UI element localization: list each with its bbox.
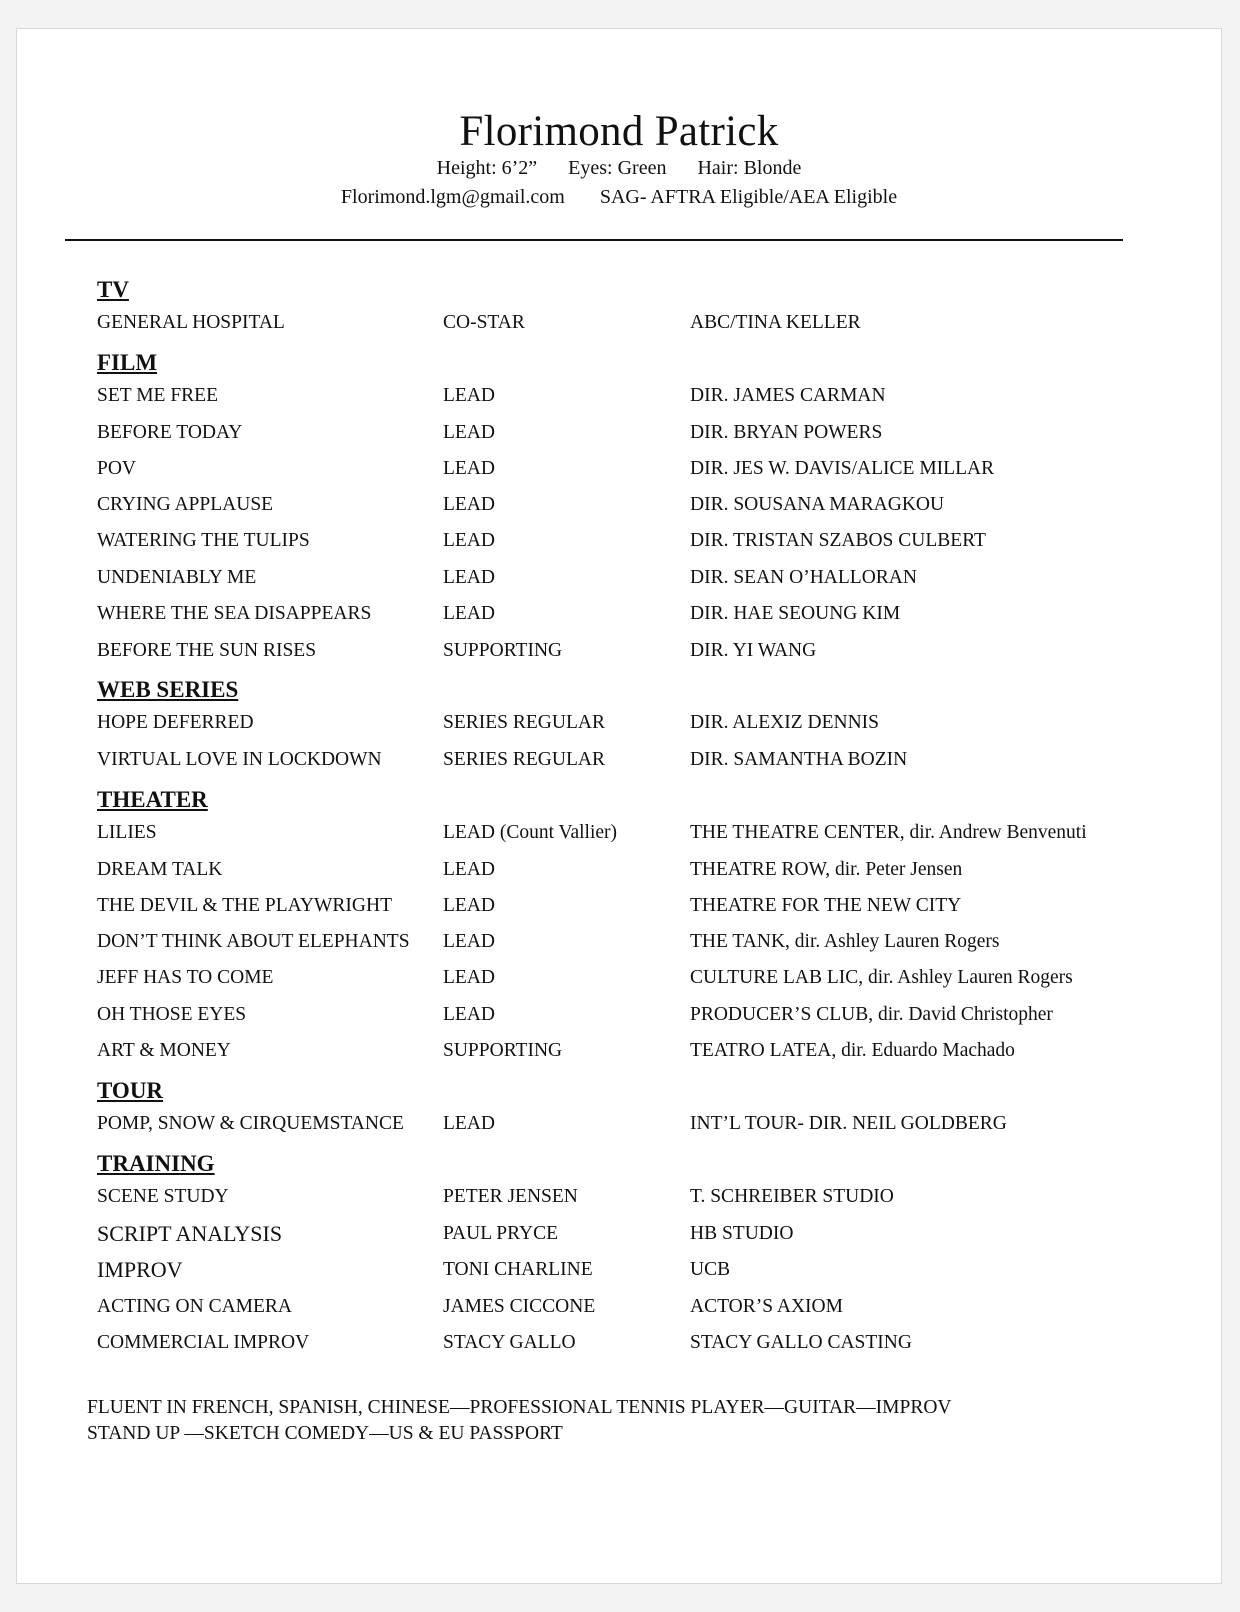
- credit-project: BEFORE TODAY: [97, 422, 243, 443]
- credit-role: SERIES REGULAR: [443, 712, 605, 733]
- credit-role: SUPPORTING: [443, 1040, 563, 1061]
- credit-company: THE TANK, dir. Ashley Lauren Rogers: [690, 931, 1000, 952]
- credit-project: POMP, SNOW & CIRQUEMSTANCE: [97, 1113, 404, 1134]
- section-title-film: FILM: [97, 350, 158, 375]
- credit-row: [97, 1110, 1157, 1138]
- training-row: [97, 1183, 1157, 1211]
- credit-role: LEAD: [443, 603, 495, 624]
- training-subject: COMMERCIAL IMPROV: [97, 1332, 310, 1353]
- section-title-theater: THEATER: [97, 787, 208, 812]
- credit-row: [97, 856, 1157, 884]
- credit-company: DIR. TRISTAN SZABOS CULBERT: [690, 530, 986, 551]
- credit-company: ABC/TINA KELLER: [690, 312, 861, 333]
- training-subject: SCENE STUDY: [97, 1186, 229, 1207]
- credit-row: [97, 1001, 1157, 1029]
- credit-row: [97, 746, 1157, 774]
- credit-row: [97, 1037, 1157, 1065]
- physical-stats: [17, 155, 1221, 181]
- credit-role: LEAD: [443, 458, 495, 479]
- credit-row: [97, 600, 1157, 628]
- credit-row: [97, 491, 1157, 519]
- credit-project: DON’T THINK ABOUT ELEPHANTS: [97, 931, 410, 952]
- contact-line: [17, 184, 1221, 210]
- credit-role: SERIES REGULAR: [443, 749, 605, 770]
- credit-project: THE DEVIL & THE PLAYWRIGHT: [97, 895, 392, 916]
- credit-project: LILIES: [97, 822, 157, 843]
- credit-company: THEATRE ROW, dir. Peter Jensen: [690, 859, 963, 880]
- credit-project: DREAM TALK: [97, 859, 223, 880]
- skills-line: FLUENT IN FRENCH, SPANISH, CHINESE—PROFESSIONAL TENNIS PLAYER—GUITAR—IMPROV: [87, 1397, 952, 1418]
- union-status: SAG- AFTRA Eligible/AEA Eligible: [599, 186, 898, 208]
- credit-project: CRYING APPLAUSE: [97, 494, 274, 515]
- credit-row: [97, 964, 1157, 992]
- training-teacher: STACY GALLO: [443, 1332, 576, 1353]
- credit-row: [97, 709, 1157, 737]
- email-link[interactable]: Florimond.lgm@gmail.com: [340, 186, 565, 208]
- credit-role: LEAD: [443, 1113, 495, 1134]
- credit-company: DIR. JES W. DAVIS/ALICE MILLAR: [690, 458, 995, 479]
- credit-project: ART & MONEY: [97, 1040, 231, 1061]
- credit-project: WATERING THE TULIPS: [97, 530, 310, 551]
- credit-role: CO-STAR: [443, 312, 525, 333]
- credit-role: LEAD: [443, 422, 495, 443]
- section-title-tour: TOUR: [97, 1078, 164, 1103]
- training-teacher: PAUL PRYCE: [443, 1223, 559, 1244]
- credit-project: OH THOSE EYES: [97, 1004, 247, 1025]
- credit-project: SET ME FREE: [97, 385, 218, 406]
- credit-project: HOPE DEFERRED: [97, 712, 254, 733]
- credit-company: CULTURE LAB LIC, dir. Ashley Lauren Rogers: [690, 967, 1073, 988]
- credit-company: DIR. SOUSANA MARAGKOU: [690, 494, 945, 515]
- training-teacher: TONI CHARLINE: [443, 1259, 593, 1280]
- credit-role: LEAD: [443, 567, 495, 588]
- credit-company: DIR. SEAN O’HALLORAN: [690, 567, 917, 588]
- actor-name: Florimond Patrick: [459, 108, 779, 155]
- credit-company: TEATRO LATEA, dir. Eduardo Machado: [690, 1040, 1015, 1061]
- credit-project: UNDENIABLY ME: [97, 567, 257, 588]
- resume-page: [16, 28, 1222, 1584]
- credit-role: LEAD: [443, 895, 495, 916]
- training-subject: ACTING ON CAMERA: [97, 1296, 292, 1317]
- credit-company: INT’L TOUR- DIR. NEIL GOLDBERG: [690, 1113, 1007, 1134]
- credit-role: LEAD (Count Vallier): [443, 822, 618, 843]
- training-row: [97, 1256, 1157, 1284]
- credit-role: LEAD: [443, 385, 495, 406]
- credit-role: LEAD: [443, 859, 495, 880]
- credit-row: [97, 419, 1157, 447]
- credit-row: [97, 892, 1157, 920]
- training-studio: HB STUDIO: [690, 1223, 794, 1244]
- credit-project: WHERE THE SEA DISAPPEARS: [97, 603, 372, 624]
- height-stat: Height: 6’2”: [436, 157, 538, 179]
- section-title-tv: TV: [97, 277, 129, 302]
- eyes-stat: Eyes: Green: [568, 157, 667, 179]
- skills-line: STAND UP —SKETCH COMEDY—US & EU PASSPORT: [87, 1423, 563, 1444]
- credit-company: PRODUCER’S CLUB, dir. David Christopher: [690, 1004, 1053, 1025]
- training-studio: T. SCHREIBER STUDIO: [690, 1186, 894, 1207]
- credit-project: GENERAL HOSPITAL: [97, 312, 285, 333]
- credit-project: BEFORE THE SUN RISES: [97, 640, 317, 661]
- special-skills: [87, 1395, 1167, 1447]
- credit-company: DIR. SAMANTHA BOZIN: [690, 749, 908, 770]
- credit-company: THE THEATRE CENTER, dir. Andrew Benvenuti: [690, 822, 1087, 843]
- credit-row: [97, 564, 1157, 592]
- section-title-training: TRAINING: [97, 1151, 215, 1176]
- training-row: [97, 1220, 1157, 1248]
- credit-company: DIR. YI WANG: [690, 640, 817, 661]
- credit-role: LEAD: [443, 967, 495, 988]
- header-divider: [65, 239, 1123, 241]
- training-teacher: JAMES CICCONE: [443, 1296, 596, 1317]
- training-studio: ACTOR’S AXIOM: [690, 1296, 843, 1317]
- credit-role: LEAD: [443, 530, 495, 551]
- section-title-web-series: WEB SERIES: [97, 677, 239, 702]
- credit-row: [97, 527, 1157, 555]
- training-subject: SCRIPT ANALYSIS: [97, 1221, 283, 1246]
- credit-role: LEAD: [443, 931, 495, 952]
- credit-row: [97, 928, 1157, 956]
- credit-company: DIR. ALEXIZ DENNIS: [690, 712, 880, 733]
- training-row: [97, 1293, 1157, 1321]
- credit-row: [97, 382, 1157, 410]
- credit-project: POV: [97, 458, 137, 479]
- credit-row: [97, 637, 1157, 665]
- credit-company: DIR. HAE SEOUNG KIM: [690, 603, 901, 624]
- credit-project: VIRTUAL LOVE IN LOCKDOWN: [97, 749, 382, 770]
- credit-row: [97, 309, 1157, 337]
- training-teacher: PETER JENSEN: [443, 1186, 578, 1207]
- credit-company: THEATRE FOR THE NEW CITY: [690, 895, 962, 916]
- credit-row: [97, 455, 1157, 483]
- credit-project: JEFF HAS TO COME: [97, 967, 274, 988]
- hair-stat: Hair: Blonde: [697, 157, 802, 179]
- training-row: [97, 1329, 1157, 1357]
- training-subject: IMPROV: [97, 1257, 183, 1282]
- credit-role: LEAD: [443, 494, 495, 515]
- credit-role: SUPPORTING: [443, 640, 563, 661]
- credit-company: DIR. JAMES CARMAN: [690, 385, 886, 406]
- training-studio: STACY GALLO CASTING: [690, 1332, 912, 1353]
- training-studio: UCB: [690, 1259, 731, 1280]
- credit-row: [97, 819, 1157, 847]
- credit-company: DIR. BRYAN POWERS: [690, 422, 883, 443]
- credit-role: LEAD: [443, 1004, 495, 1025]
